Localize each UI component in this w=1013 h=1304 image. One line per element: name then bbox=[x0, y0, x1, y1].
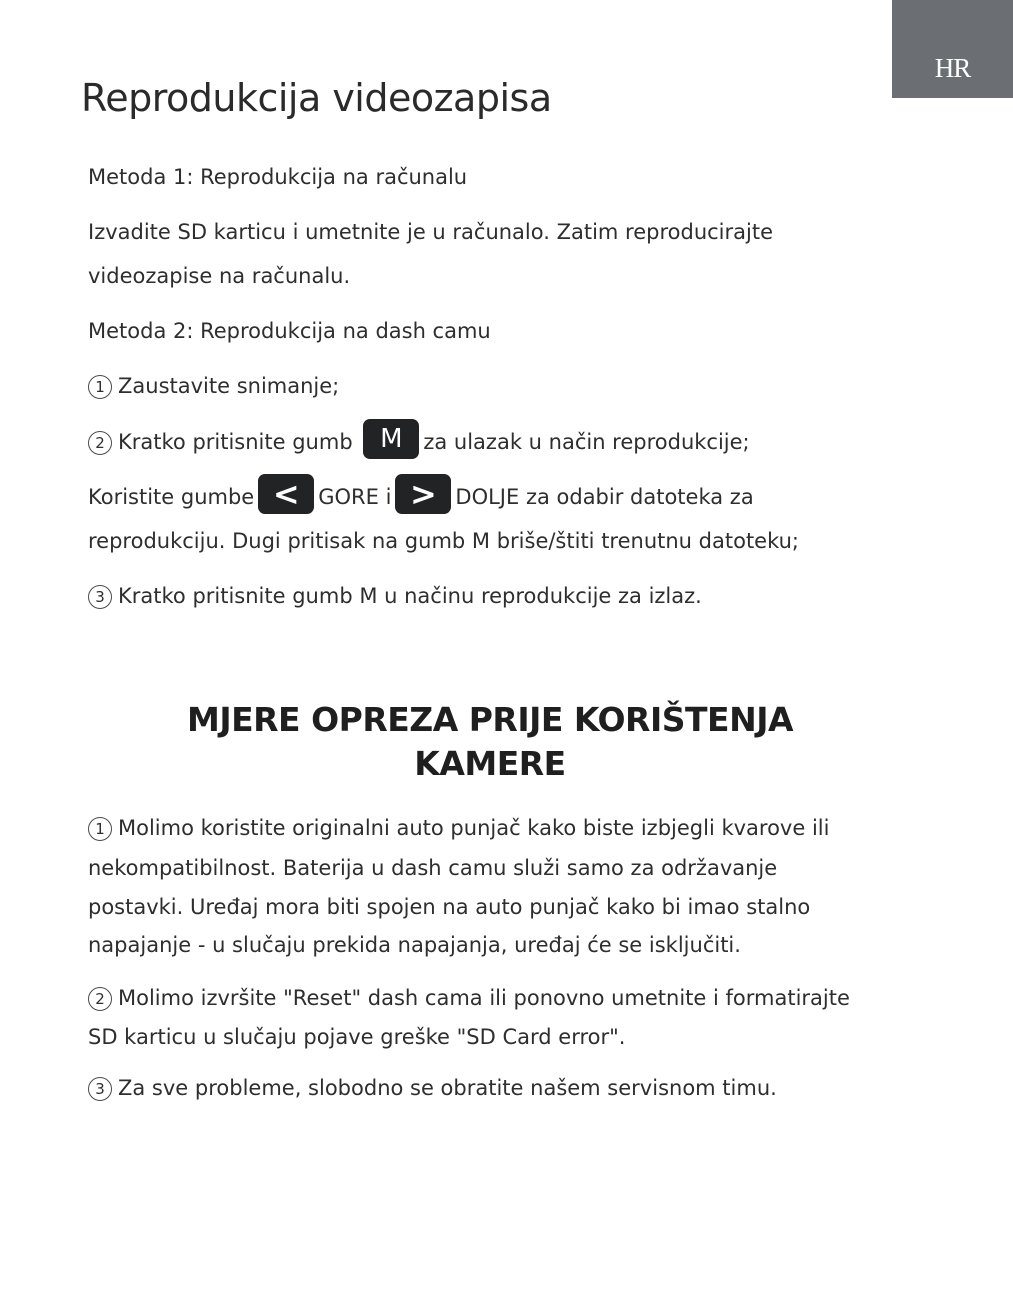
step2-text-after: za ulazak u način reprodukcije; bbox=[423, 430, 750, 454]
nav-instructions-line1 bbox=[88, 475, 754, 514]
step3 bbox=[88, 581, 702, 611]
down-button-icon: > bbox=[395, 474, 451, 514]
nav-text-before: Koristite gumbe bbox=[88, 485, 255, 509]
step1-text: Zaustavite snimanje; bbox=[118, 374, 340, 398]
method1-text-line2: videozapise na računalu. bbox=[88, 264, 351, 288]
precautions-heading-line1: MJERE OPREZA PRIJE KORIŠTENJA bbox=[186, 700, 794, 739]
item1-line1-text: Molimo koristite originalni auto punjač kako biste izbjegli kvarove ili bbox=[118, 816, 830, 840]
item1-number: 1 bbox=[88, 817, 112, 841]
page-title: Reprodukcija videozapisa bbox=[81, 76, 552, 120]
nav-instructions-line2: reprodukciju. Dugi pritisak na gumb M briše/štiti trenutnu datoteku; bbox=[88, 529, 799, 553]
step2 bbox=[88, 424, 750, 459]
step2-text-before: Kratko pritisnite gumb bbox=[118, 430, 353, 454]
nav-down-label: DOLJE za odabir datoteka za bbox=[455, 485, 754, 509]
step1-number: 1 bbox=[88, 375, 112, 399]
precaution-item1-line3: postavki. Uređaj mora biti spojen na auto punjač kako bi imao stalno bbox=[88, 895, 811, 919]
up-button-icon: < bbox=[258, 474, 314, 514]
precautions-heading bbox=[80, 698, 900, 786]
nav-up-label: GORE i bbox=[318, 485, 392, 509]
method1-heading: Metoda 1: Reprodukcija na računalu bbox=[88, 165, 468, 189]
m-button-icon: M bbox=[363, 419, 419, 459]
method2-heading: Metoda 2: Reprodukcija na dash camu bbox=[88, 319, 491, 343]
item3-number: 3 bbox=[88, 1077, 112, 1101]
step3-text: Kratko pritisnite gumb M u načinu reprodukcije za izlaz. bbox=[118, 584, 702, 608]
item2-number: 2 bbox=[88, 987, 112, 1011]
item2-line1-text: Molimo izvršite "Reset" dash cama ili ponovno umetnite i formatirajte bbox=[118, 986, 850, 1010]
precautions-heading-line2: KAMERE bbox=[414, 744, 566, 783]
step1 bbox=[88, 371, 339, 401]
method1-text-line1: Izvadite SD karticu i umetnite je u računalo. Zatim reproducirajte bbox=[88, 220, 774, 244]
precaution-item2-line1 bbox=[88, 983, 850, 1013]
precaution-item1-line2: nekompatibilnost. Baterija u dash camu služi samo za održavanje bbox=[88, 856, 778, 880]
item3-text: Za sve probleme, slobodno se obratite našem servisnom timu. bbox=[118, 1076, 777, 1100]
step2-number: 2 bbox=[88, 431, 112, 455]
language-tab: HR bbox=[892, 0, 1013, 98]
step3-number: 3 bbox=[88, 585, 112, 609]
precaution-item2-line2: SD karticu u slučaju pojave greške "SD Card error". bbox=[88, 1025, 626, 1049]
precaution-item1-line4: napajanje - u slučaju prekida napajanja, uređaj će se isključiti. bbox=[88, 933, 741, 957]
precaution-item1-line1 bbox=[88, 813, 829, 843]
precaution-item3 bbox=[88, 1073, 777, 1103]
